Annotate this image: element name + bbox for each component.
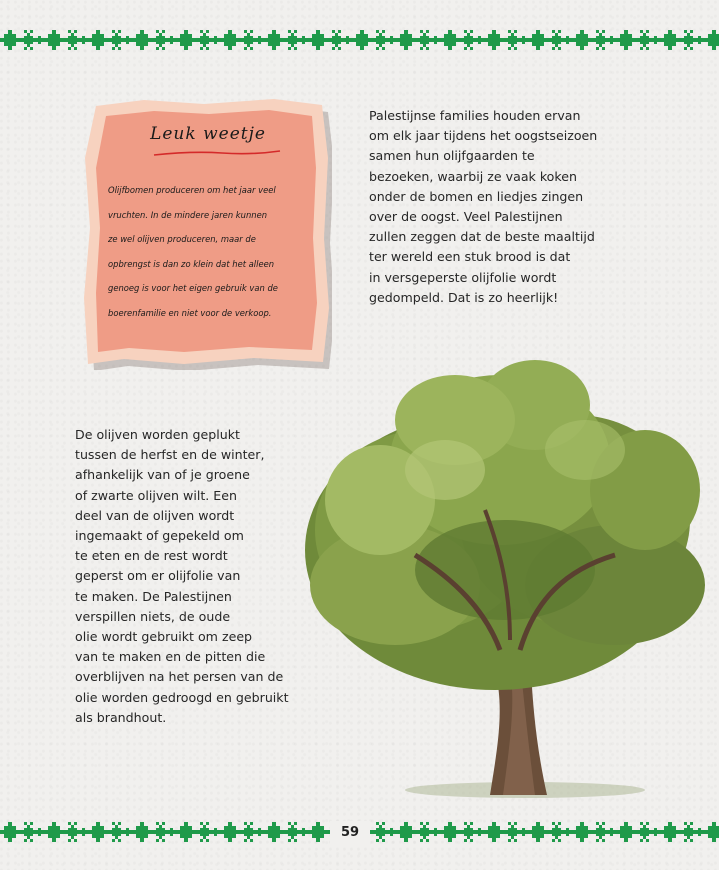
title-underline: [152, 148, 282, 158]
paragraph-olive-harvest: [75, 425, 315, 728]
text-line: olie wordt gebruikt om zeep: [75, 629, 253, 645]
text-line: of zwarte olijven wilt. Een: [75, 487, 237, 503]
text-line: De olijven worden geplukt: [75, 427, 240, 442]
text-line: te eten en de rest wordt: [75, 548, 228, 564]
text-line: bezoeken, waarbij ze vaak koken: [369, 168, 577, 184]
text-line: olie worden gedroogd en gebruikt: [75, 689, 289, 705]
fact-line: Olijfbomen produceren om het jaar veel: [108, 185, 276, 195]
text-line: afhankelijk van of je groene: [75, 467, 250, 483]
text-line: over de oogst. Veel Palestijnen: [369, 209, 563, 225]
top-decorative-border: [0, 27, 719, 53]
text-line: te maken. De Palestijnen: [75, 588, 232, 604]
text-line: Palestijnse families houden ervan: [369, 108, 581, 123]
fact-card-title: Leuk weetje: [150, 124, 266, 144]
text-line: van te maken en de pitten die: [75, 649, 266, 665]
fact-line: genoeg is voor het eigen gebruik van de: [108, 283, 278, 293]
fact-line: boerenfamilie en niet voor de verkoop.: [108, 307, 272, 318]
text-line: onder de bomen en liedjes zingen: [369, 188, 584, 204]
text-line: in versgeperste olijfolie wordt: [369, 269, 557, 285]
paragraph-harvest-families: [369, 106, 669, 308]
text-line: om elk jaar tijdens het oogstseizoen: [369, 128, 598, 144]
fun-fact-card: [84, 98, 332, 370]
text-line: geperst om er olijfolie van: [75, 568, 241, 584]
text-line: ter wereld een stuk brood is dat: [369, 249, 571, 265]
text-line: gedompeld. Dat is zo heerlijk!: [369, 289, 559, 305]
text-line: tussen de herfst en de winter,: [75, 447, 265, 463]
tree-canopy: [305, 360, 705, 690]
text-line: zullen zeggen dat de beste maaltijd: [369, 229, 595, 245]
page-number: 59: [330, 821, 370, 845]
text-line: verspillen niets, de oude: [75, 608, 231, 624]
olive-tree-illustration: [285, 350, 719, 810]
fact-card-text: [108, 178, 320, 325]
fact-line: ze wel olijven produceren, maar de: [108, 234, 256, 244]
fact-line: opbrengst is dan zo klein dat het alleen: [108, 258, 275, 269]
text-line: deel van de olijven wordt: [75, 507, 235, 523]
text-line: samen hun olijfgaarden te: [369, 148, 535, 164]
text-line: als brandhout.: [75, 709, 167, 725]
text-line: ingemaakt of gepekeld om: [75, 528, 244, 544]
text-line: overblijven na het persen van de: [75, 669, 284, 685]
fact-line: vruchten. In de mindere jaren kunnen: [108, 209, 268, 220]
